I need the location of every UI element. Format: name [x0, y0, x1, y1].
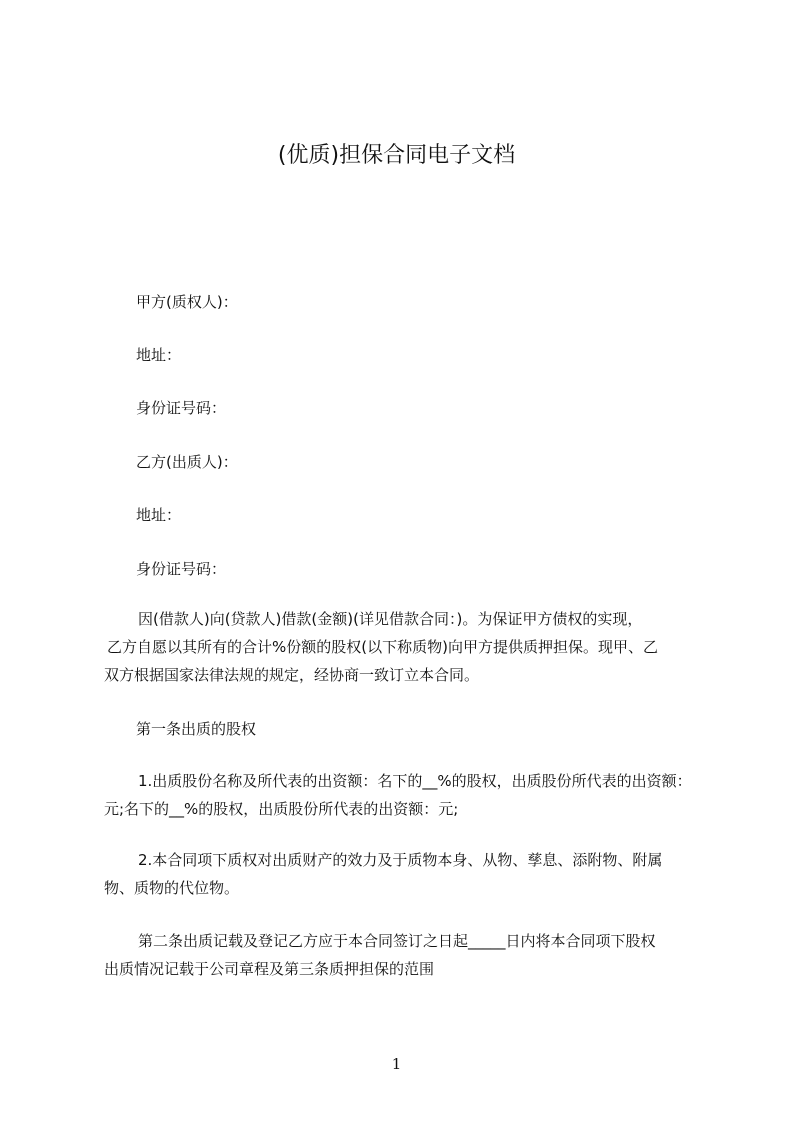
party-b-label: 乙方(出质人)： — [136, 453, 238, 471]
preamble-line: 双方根据国家法律法规的规定，经协商一致订立本合同。 — [104, 666, 480, 684]
clause-line: 1.出质股份名称及所代表的出资额：名下的__%的股权，出质股份所代表的出资额： — [138, 772, 692, 790]
party-a-address-label: 地址： — [136, 346, 182, 364]
party-a-label: 甲方(质权人)： — [136, 293, 238, 311]
preamble-paragraph — [104, 605, 714, 689]
article1-heading: 第一条出质的股权 — [136, 720, 257, 738]
page-number: 1 — [391, 1055, 402, 1073]
clause-line: 物、质物的代位物。 — [104, 879, 240, 897]
clause-line: 2.本合同项下质权对出质财产的效力及于质物本身、从物、孳息、添附物、附属 — [138, 851, 663, 869]
clause1-paragraph — [104, 767, 714, 823]
party-b-id-label: 身份证号码： — [136, 560, 227, 578]
article2-line: 出质情况记载于公司章程及第三条质押担保的范围 — [104, 960, 435, 978]
preamble-line: 乙方自愿以其所有的合计%份额的股权(以下称质物)向甲方提供质押担保。现甲、乙 — [107, 638, 658, 656]
article2-paragraph — [104, 927, 714, 983]
clause-line: 元;名下的__%的股权，出质股份所代表的出资额：元; — [104, 800, 459, 818]
preamble-line: 因(借款人)向(贷款人)借款(金额)(详见借款合同：)。为保证甲方债权的实现， — [138, 610, 643, 628]
party-a-id-label: 身份证号码： — [136, 399, 227, 417]
document-title: (优质)担保合同电子文档 — [277, 143, 516, 168]
article2-line: 第二条出质记载及登记乙方应于本合同签订之日起_____日内将本合同项下股权 — [138, 932, 656, 950]
clause2-paragraph — [104, 846, 714, 902]
party-b-address-label: 地址： — [136, 506, 182, 524]
